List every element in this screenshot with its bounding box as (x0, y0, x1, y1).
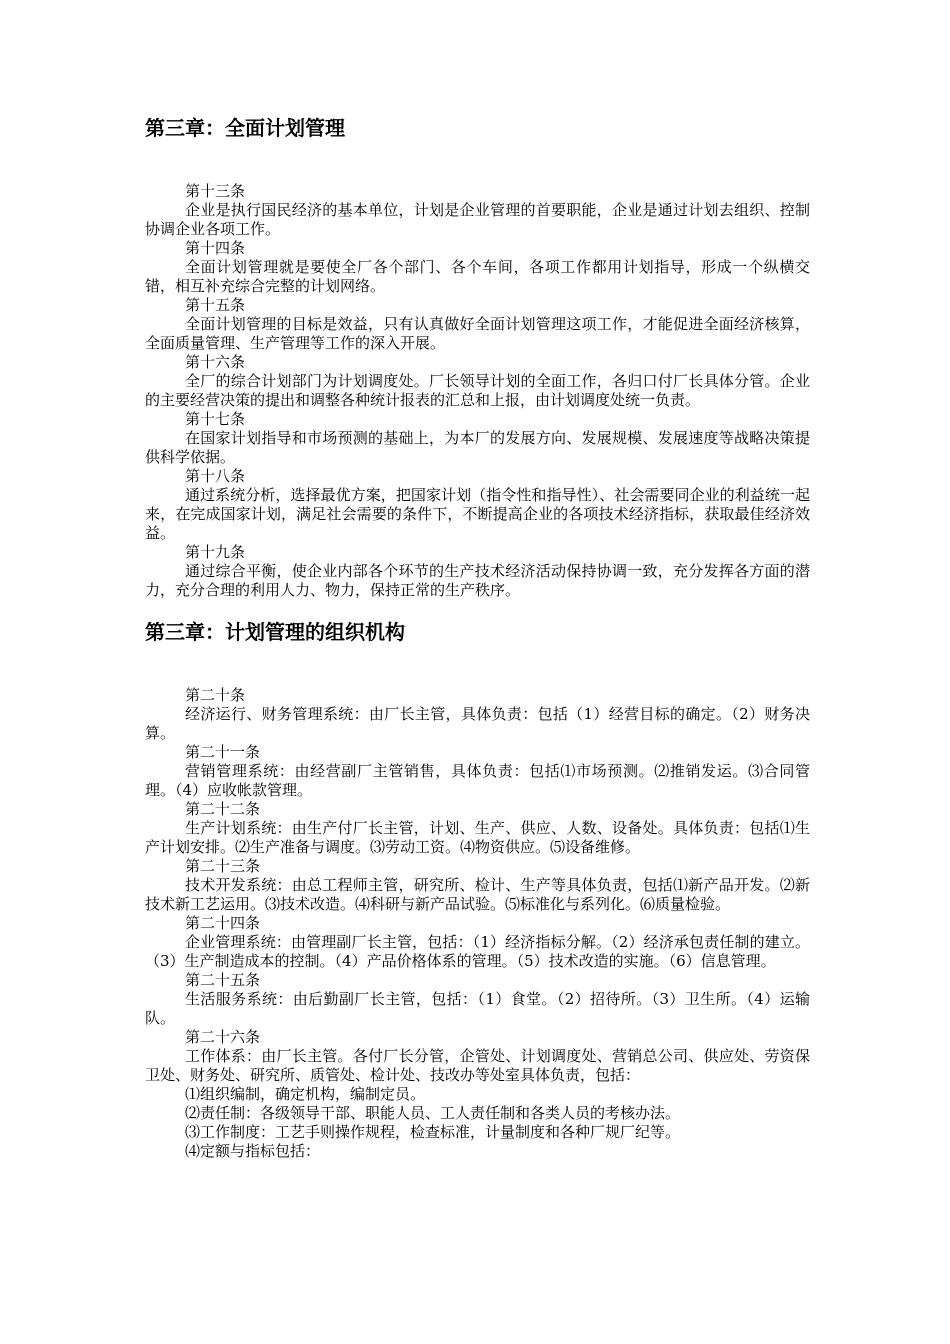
article-text: 全面计划管理就是要使全厂各个部门、各个车间，各项工作都用计划指导，形成一个纵横交错，相互补充综合完整的计划网络。 (145, 258, 810, 295)
article-text: 技术开发系统：由总工程师主管，研究所、检计、生产等具体负责，包括⑴新产品开发。⑵新技术新工艺运用。⑶技术改造。⑷科研与新产品试验。⑸标准化与系列化。⑹质量检验。 (145, 876, 810, 913)
article-heading: 第十三条 (185, 182, 246, 200)
article-text: 生产计划系统：由生产付厂长主管，计划、生产、供应、人数、设备处。具体负责：包括⑴生产计划安排。⑵生产准备与调度。⑶劳动工资。⑷物资供应。⑸设备维修。 (145, 819, 810, 856)
chapter-title-plan-management: 第三章：全面计划管理 (145, 116, 345, 140)
list-item: ⑴组织编制，确定机构，编制定员。 (185, 1085, 426, 1103)
article-text: 在国家计划指导和市场预测的基础上，为本厂的发展方向、发展规模、发展速度等战略决策提供科学依据。 (145, 429, 810, 466)
article-heading: 第二十二条 (185, 800, 261, 818)
article-heading: 第二十条 (185, 686, 246, 704)
list-item: ⑶工作制度：工艺手则操作规程，检查标准，计量制度和各种厂规厂纪等。 (185, 1123, 681, 1141)
article-heading: 第十四条 (185, 239, 246, 257)
article-heading: 第二十六条 (185, 1028, 261, 1046)
document-content (145, 0, 810, 1161)
list-item: ⑵责任制：各级领导干部、职能人员、工人责任制和各类人员的考核办法。 (185, 1104, 681, 1122)
article-heading: 第十九条 (185, 543, 246, 561)
article-text: 营销管理系统：由经营副厂主管销售，具体负责：包括⑴市场预测。⑵推销发运。⑶合同管理。（4）应收帐款管理。 (145, 762, 810, 799)
article-heading: 第十七条 (185, 410, 246, 428)
article-text: 全面计划管理的目标是效益，只有认真做好全面计划管理这项工作，才能促进全面经济核算，全面质量管理、生产管理等工作的深入开展。 (145, 315, 810, 352)
article-text: 全厂的综合计划部门为计划调度处。厂长领导计划的全面工作，各归口付厂长具体分管。企业的主要经营决策的提出和调整各种统计报表的汇总和上报，由计划调度处统一负责。 (145, 372, 810, 409)
article-heading: 第二十四条 (185, 914, 261, 932)
article-text: 通过系统分析，选择最优方案，把国家计划（指令性和指导性）、社会需要同企业的利益统一起来，在完成国家计划，满足社会需要的条件下，不断提高企业的各项技术经济指标，获取最佳经济效益。 (145, 486, 810, 542)
article-heading: 第十五条 (185, 296, 246, 314)
article-heading: 第二十五条 (185, 971, 261, 989)
article-text: 企业管理系统：由管理副厂长主管，包括：（1）经济指标分解。（2）经济承包责任制的建立。（3）生产制造成本的控制。（4）产品价格体系的管理。（5）技术改造的实施。（6）信息管理。 (145, 933, 810, 970)
chapter-title-organization: 第三章：计划管理的组织机构 (145, 620, 405, 644)
section-body-organization (145, 686, 810, 1161)
article-text: 企业是执行国民经济的基本单位，计划是企业管理的首要职能，企业是通过计划去组织、控制协调企业各项工作。 (145, 201, 810, 238)
article-text: 经济运行、财务管理系统：由厂长主管，具体负责：包括（1）经营目标的确定。（2）财务决算。 (145, 705, 810, 742)
list-item: ⑷定额与指标包括： (185, 1142, 321, 1160)
article-text: 生活服务系统：由后勤副厂长主管，包括：（1）食堂。（2）招待所。（3）卫生所。（4）运输队。 (145, 990, 810, 1027)
article-heading: 第十六条 (185, 353, 246, 371)
article-heading: 第十八条 (185, 467, 246, 485)
article-text: 通过综合平衡，使企业内部各个环节的生产技术经济活动保持协调一致，充分发挥各方面的潜力，充分合理的利用人力、物力，保持正常的生产秩序。 (145, 562, 810, 599)
section-body-plan-management (145, 182, 810, 600)
article-heading: 第二十一条 (185, 743, 261, 761)
article-heading: 第二十三条 (185, 857, 261, 875)
article-text: 工作体系：由厂长主管。各付厂长分管，企管处、计划调度处、营销总公司、供应处、劳资保卫处、财务处、研究所、质管处、检计处、技改办等处室具体负责，包括： (145, 1047, 810, 1084)
